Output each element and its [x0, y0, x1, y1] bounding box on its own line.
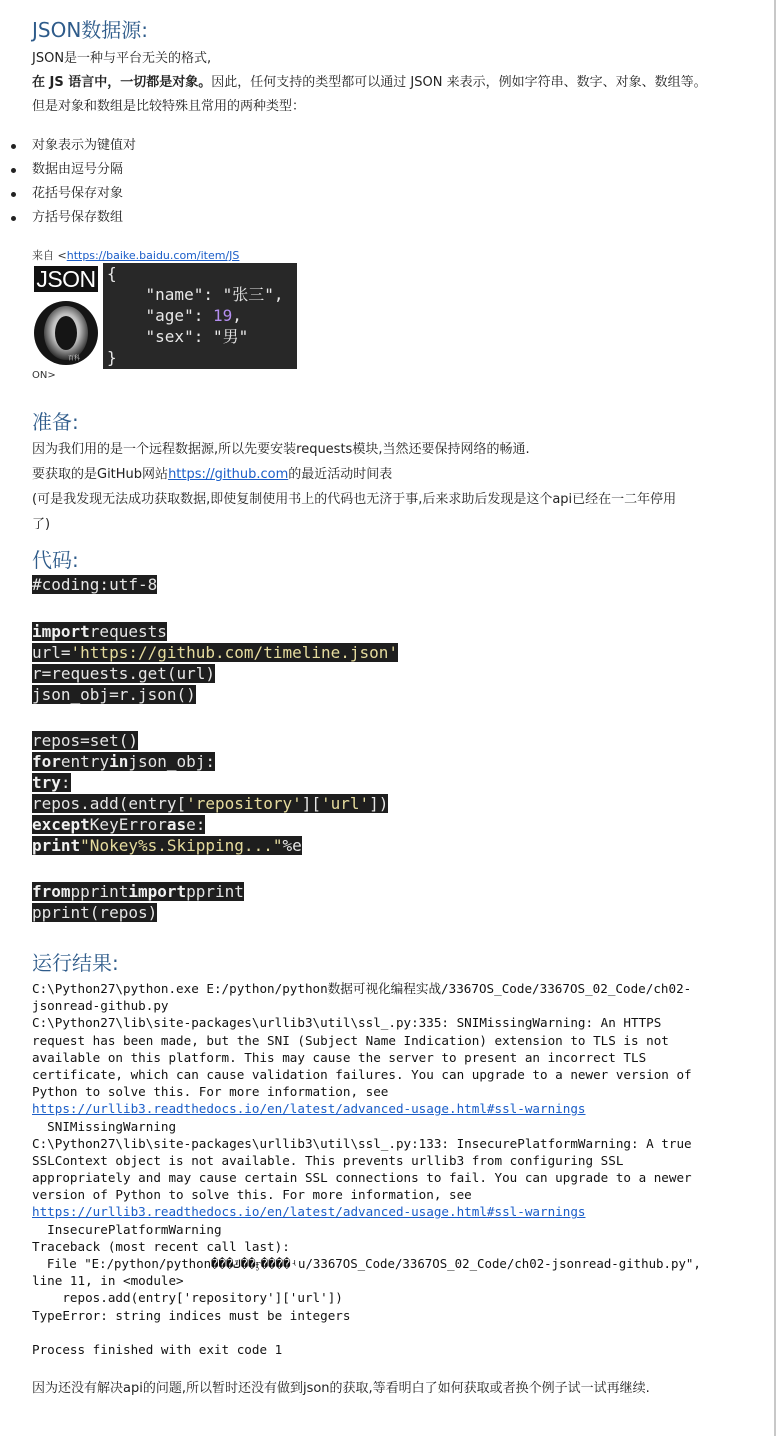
json-logo-icon	[32, 300, 100, 366]
code-keyword: except	[32, 815, 90, 834]
code-text: repos=set()	[32, 731, 138, 750]
json-example-line	[107, 305, 242, 326]
output-line: C:\Python27\python.exe E:/python/python数据可视化编程实战/3367OS_Code/3367OS_02_Code/ch02-	[32, 981, 692, 996]
output-line: C:\Python27\lib\site-packages\urllib3\util\ssl_.py:335: SNIMissingWarning: An HTTPS	[32, 1015, 662, 1031]
code-text: ])	[369, 794, 389, 813]
code-text: pprint(repos)	[32, 903, 158, 922]
source-citation	[32, 247, 239, 263]
code-keyword: as	[166, 815, 187, 834]
json-key-age: "age":	[107, 306, 213, 325]
output-line: appropriately and may cause certain SSL connections to fail. You can upgrade to a newer	[32, 1170, 692, 1186]
ssl-warnings-link[interactable]: https://urllib3.readthedocs.io/en/latest/advanced-usage.html#ssl-warnings	[32, 1101, 586, 1117]
json-example-line: {	[107, 264, 117, 283]
heading-preparation: 准备:	[32, 410, 79, 434]
code-string: 'repository'	[186, 794, 302, 813]
output-line: Traceback (most recent call last):	[32, 1238, 290, 1254]
prep-paragraph-3b: 了)	[32, 517, 51, 532]
source-link[interactable]: https://baike.baidu.com/item/JS	[66, 249, 240, 262]
output-line: Python to solve this. For more information, see	[32, 1084, 389, 1100]
code-text: ][	[301, 794, 321, 813]
json-intro-line1: JSON是一种与平台无关的格式,	[32, 51, 212, 66]
code-text: e:	[186, 815, 206, 834]
list-item: 方括号保存数组	[0, 206, 136, 230]
code-text: pprint	[70, 882, 129, 901]
json-example-image	[103, 263, 297, 369]
output-blank-line	[32, 1324, 762, 1341]
output-line: line 11, in <module>	[32, 1273, 184, 1289]
code-line	[32, 881, 244, 902]
code-string: "Nokey%s.Skipping..."	[80, 836, 283, 855]
code-line	[32, 902, 157, 923]
output-line: certificate, which can cause validation failures. You can upgrade to a newer version of	[32, 1066, 692, 1082]
json-badge: JSON	[34, 266, 98, 292]
code-text: json_obj:	[128, 752, 216, 771]
code-text: :	[60, 773, 71, 792]
output-line: File "E:/python/python���ݿ��ӻ����ʵս/3367OS_Code/3367OS_02_Code/ch02-jsonread-github.py",	[32, 1256, 701, 1271]
ssl-warnings-link[interactable]: https://urllib3.readthedocs.io/en/latest/advanced-usage.html#ssl-warnings	[32, 1204, 586, 1220]
code-keyword: in	[109, 752, 129, 771]
code-string: 'https://github.com/timeline.json'	[70, 643, 399, 662]
code-line	[32, 684, 196, 705]
output-line: Process finished with exit code 1	[32, 1341, 283, 1357]
list-item: 对象表示为键值对	[0, 134, 136, 158]
code-text: repos.add(entry[	[32, 794, 187, 813]
code-line	[32, 663, 215, 684]
logo-watermark: 百科	[68, 355, 81, 362]
heading-code: 代码:	[32, 548, 79, 572]
output-line	[32, 1203, 762, 1220]
prep-text-pre: 要获取的是GitHub网站	[32, 467, 169, 482]
code-line	[32, 814, 205, 835]
source-prefix: 来自 <	[32, 249, 67, 262]
list-item: 花括号保存对象	[0, 182, 136, 206]
code-line	[32, 793, 388, 814]
json-intro-line2	[32, 71, 707, 95]
code-line	[32, 574, 157, 595]
output-line: jsonread-github.py	[32, 998, 169, 1014]
output-line: InsecurePlatformWarning	[32, 1221, 222, 1237]
output-line: request has been made, but the SNI (Subject Name Indication) extension to TLS is not	[32, 1032, 669, 1048]
heading-run-result: 运行结果:	[32, 951, 119, 975]
closing-paragraph: 因为还没有解决api的问题,所以暂时还没有做到json的获取,等看明白了如何获取或者换个例子试一试再继续.	[32, 1381, 650, 1396]
code-keyword: from	[32, 882, 71, 901]
github-link[interactable]: https://github.com	[168, 467, 289, 482]
list-item: 数据由逗号分隔	[0, 158, 136, 182]
code-line	[32, 835, 302, 856]
json-intro-line3: 但是对象和数组是比较特殊且常用的两种类型：	[32, 99, 306, 114]
json-rules-list	[0, 134, 136, 230]
code-keyword: for	[32, 752, 61, 771]
code-line	[32, 642, 398, 663]
prep-paragraph-2	[32, 463, 392, 487]
code-line	[32, 751, 215, 772]
output-line: repos.add(entry['repository']['url'])	[32, 1290, 343, 1306]
code-keyword: import	[32, 622, 90, 641]
run-output	[32, 980, 762, 1358]
code-string: 'url'	[320, 794, 370, 813]
json-example-line: "name": "张三",	[107, 285, 284, 304]
prep-paragraph-3a: (可是我发现无法成功获取数据,即使复制使用书上的代码也无济于事,后来求助后发现是这个api已经在一二年停用	[32, 492, 677, 507]
code-text: %e	[282, 836, 302, 855]
output-line: TypeError: string indices must be integers	[32, 1307, 351, 1323]
source-suffix: ON>	[32, 370, 56, 381]
output-line: C:\Python27\lib\site-packages\urllib3\util\ssl_.py:133: InsecurePlatformWarning: A true	[32, 1135, 692, 1151]
json-intro-rest: 因此，任何支持的类型都可以通过 JSON 来表示，例如字符串、数字、对象、数组等。	[211, 75, 707, 90]
json-example-line: "sex": "男"	[107, 327, 249, 346]
output-line: version of Python to solve this. For more information, see	[32, 1187, 472, 1203]
code-text: r=requests.get(url)	[32, 664, 216, 683]
code-keyword: import	[128, 882, 187, 901]
json-value-age: 19	[212, 306, 233, 325]
output-line: SNIMissingWarning	[32, 1118, 177, 1134]
heading-json-source: JSON数据源:	[32, 18, 149, 42]
output-line	[32, 1100, 762, 1117]
prep-paragraph-1: 因为我们用的是一个远程数据源,所以先要安装requests模块,当然还要保持网络的畅通.	[32, 442, 530, 457]
code-keyword: try	[32, 773, 61, 792]
code-line	[32, 730, 138, 751]
output-line: available on this platform. This may cause the server to present an incorrect TLS	[32, 1049, 647, 1065]
json-comma: ,	[232, 306, 242, 325]
code-text: KeyError	[89, 815, 167, 834]
code-line	[32, 772, 71, 793]
output-line: SSLContext object is not available. This prevents urllib3 from configuring SSL	[32, 1152, 624, 1168]
json-intro-bold: 在 JS 语言中，一切都是对象。	[32, 75, 212, 90]
json-example-line: }	[107, 348, 117, 367]
code-text: json_obj=r.json()	[32, 685, 196, 704]
code-text: entry	[60, 752, 110, 771]
prep-text-post: 的最近活动时间表	[288, 467, 393, 482]
code-line	[32, 621, 167, 642]
code-text: #coding:utf-8	[32, 575, 158, 594]
code-text: url=	[32, 643, 71, 662]
code-text: pprint	[186, 882, 244, 901]
code-keyword: print	[32, 836, 81, 855]
code-text: requests	[89, 622, 167, 641]
